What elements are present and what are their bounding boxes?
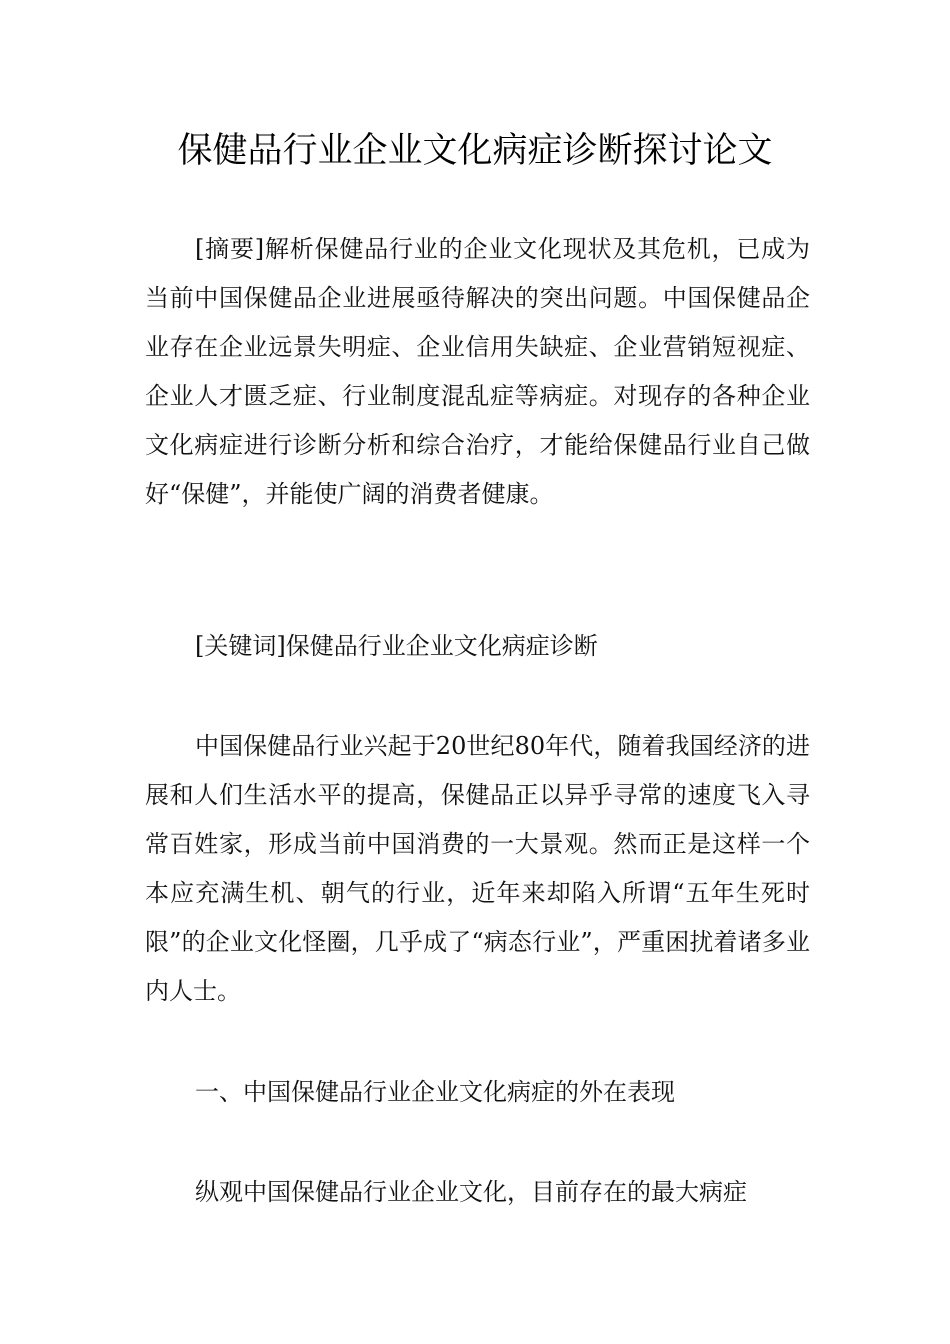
intro-paragraph: 中国保健品行业兴起于20世纪80年代，随着我国经济的进展和人们生活水平的提高，保健品正以异乎寻常的速度飞入寻常百姓家，形成当前中国消费的一大景观。然而正是这样一个本应充满生机、朝气的行业，近年来却陷入所谓“五年生死时限”的企业文化怪圈，几乎成了“病态行业”，严重困扰着诸多业内人士。 <box>145 732 810 1005</box>
section-body-paragraph: 纵观中国保健品行业企业文化，目前存在的最大病症 <box>195 1178 747 1206</box>
keywords-paragraph: [关键词]保健品行业企业文化病症诊断 <box>195 632 598 660</box>
abstract-paragraph: [摘要]解析保健品行业的企业文化现状及其危机，已成为当前中国保健品企业进展亟待解决的突出问题。中国保健品企业存在企业远景失明症、企业信用失缺症、企业营销短视症、企业人才匮乏症、行业制度混乱症等病症。对现存的各种企业文化病症进行诊断分析和综合治疗，才能给保健品行业自己做好“保健”，并能使广阔的消费者健康。 <box>145 235 810 508</box>
document-title: 保健品行业企业文化病症诊断探讨论文 <box>177 131 773 171</box>
section-heading: 一、中国保健品行业企业文化病症的外在表现 <box>195 1078 675 1106</box>
